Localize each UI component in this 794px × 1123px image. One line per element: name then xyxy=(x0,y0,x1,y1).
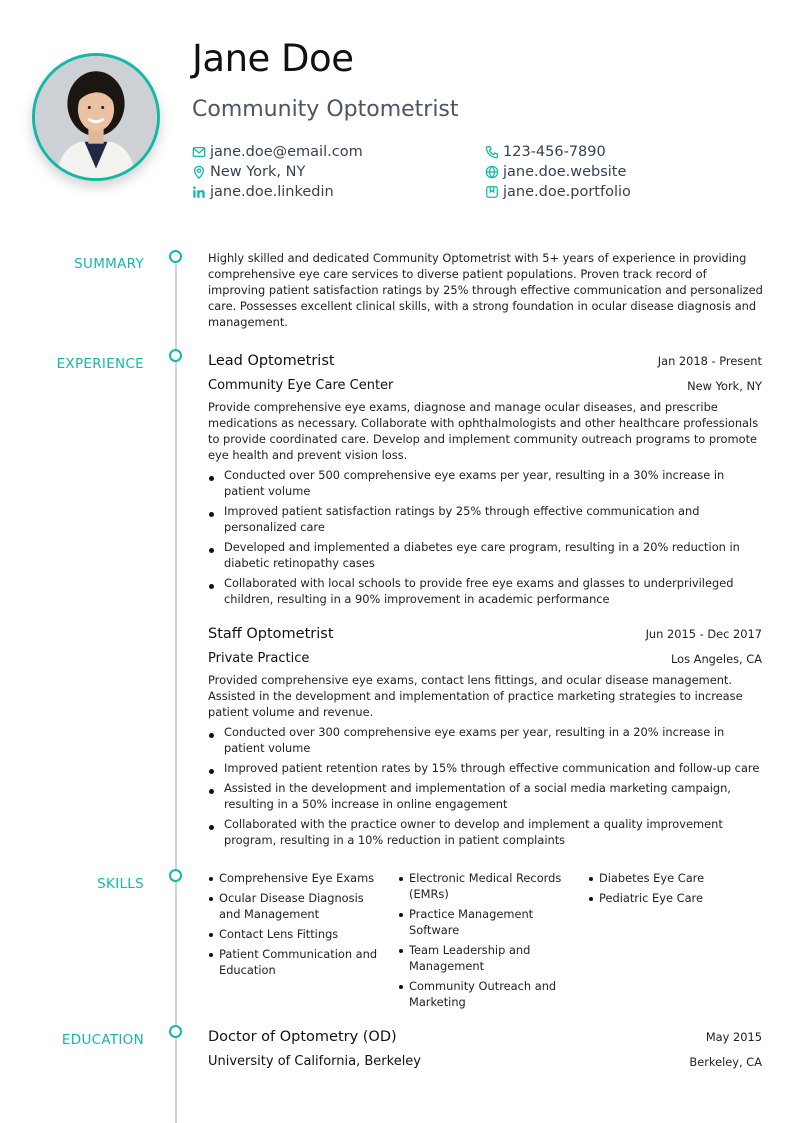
section-label-skills: SKILLS xyxy=(97,876,144,892)
job-location: New York, NY xyxy=(687,379,762,393)
timeline-line xyxy=(175,262,177,1123)
contact-portfolio[interactable] xyxy=(485,182,631,202)
skill-item: Ocular Disease Diagnosis and Management xyxy=(208,890,380,922)
portrait-illustration xyxy=(35,56,157,178)
list-item: Improved patient retention rates by 15% through effective communication and follow-up care xyxy=(208,760,763,776)
skill-item: Diabetes Eye Care xyxy=(588,870,762,886)
job-dates: Jan 2018 - Present xyxy=(657,354,762,368)
job-description: Provided comprehensive eye exams, contact lens fittings, and ocular disease management. Assisted in the development and implementation of practice marketing strategies to increase patient volume and revenue. xyxy=(208,673,743,719)
email-text: jane.doe@email.com xyxy=(210,144,363,160)
job-description: Provide comprehensive eye exams, diagnose and manage ocular diseases, and prescribe medications as necessary. Collaborate with ophthalmologists and other healthcare professionals to provide coordinated care. Develop and implement community outreach programs to promote eye health and prevent vision loss. xyxy=(208,400,759,462)
timeline-dot-skills xyxy=(169,869,182,882)
portfolio-text: jane.doe.portfolio xyxy=(503,184,631,200)
list-item: Improved patient satisfaction ratings by 25% through effective communication and personalized care xyxy=(208,503,763,535)
location-text: New York, NY xyxy=(210,164,306,180)
website-text: jane.doe.website xyxy=(503,164,627,180)
job-company: Community Eye Care Center xyxy=(208,378,394,393)
skill-item: Contact Lens Fittings xyxy=(208,926,380,942)
section-label-summary: SUMMARY xyxy=(74,256,144,272)
phone-text: 123-456-7890 xyxy=(503,144,606,160)
contact-email[interactable] xyxy=(192,142,363,162)
timeline-dot-experience xyxy=(169,349,182,362)
contact-linkedin[interactable] xyxy=(192,182,334,202)
skill-item: Community Outreach and Marketing xyxy=(398,978,573,1010)
summary-text: Highly skilled and dedicated Community Optometrist with 5+ years of experience in providing comprehensive eye care services to diverse patient populations. Proven track record of improving patient satisfaction ratings by 25% through effective communication and personalized care. Possesses excellent clinical skills, with a strong foundation in ocular disease diagnosis and management. xyxy=(208,251,763,329)
timeline-dot-summary xyxy=(169,250,182,263)
skills-column-1 xyxy=(208,870,380,982)
job-role: Staff Optometrist xyxy=(208,626,334,642)
timeline-dot-education xyxy=(169,1025,182,1038)
education-date: May 2015 xyxy=(705,1030,762,1044)
map-pin-icon xyxy=(192,165,206,179)
list-item: Collaborated with the practice owner to develop and implement a quality improvement program, resulting in a 10% reduction in patient complaints xyxy=(208,816,763,848)
profile-photo xyxy=(32,53,160,181)
candidate-name: Jane Doe xyxy=(192,37,354,80)
skill-item: Practice Management Software xyxy=(398,906,573,938)
skill-item: Comprehensive Eye Exams xyxy=(208,870,380,886)
job-company: Private Practice xyxy=(208,651,310,666)
skill-item: Team Leadership and Management xyxy=(398,942,573,974)
contact-location xyxy=(192,162,305,182)
education-degree: Doctor of Optometry (OD) xyxy=(208,1029,397,1045)
globe-icon xyxy=(485,165,499,179)
skills-column-2 xyxy=(398,870,573,1014)
contact-phone[interactable] xyxy=(485,142,606,162)
linkedin-text: jane.doe.linkedin xyxy=(210,184,334,200)
section-label-education: EDUCATION xyxy=(61,1032,144,1048)
phone-icon xyxy=(485,145,499,159)
job-achievements xyxy=(208,724,763,852)
mail-icon xyxy=(192,145,206,159)
skill-item: Electronic Medical Records (EMRs) xyxy=(398,870,573,902)
portfolio-icon xyxy=(485,185,499,199)
list-item: Assisted in the development and implementation of a social media marketing campaign, resulting in a 50% increase in online engagement xyxy=(208,780,763,812)
job-role: Lead Optometrist xyxy=(208,353,335,369)
list-item: Developed and implemented a diabetes eye care program, resulting in a 20% reduction in diabetic retinopathy cases xyxy=(208,539,763,571)
contact-website[interactable] xyxy=(485,162,626,182)
list-item: Conducted over 300 comprehensive eye exams per year, resulting in a 20% increase in patient volume xyxy=(208,724,763,756)
linkedin-icon xyxy=(192,185,206,199)
education-location: Berkeley, CA xyxy=(689,1055,762,1069)
education-school: University of California, Berkeley xyxy=(208,1054,421,1069)
skill-item: Patient Communication and Education xyxy=(208,946,380,978)
section-label-experience: EXPERIENCE xyxy=(56,356,144,372)
skills-column-3 xyxy=(588,870,762,910)
job-location: Los Angeles, CA xyxy=(670,652,762,666)
list-item: Conducted over 500 comprehensive eye exams per year, resulting in a 30% increase in patient volume xyxy=(208,467,763,499)
list-item: Collaborated with local schools to provide free eye exams and glasses to underprivileged children, resulting in a 90% improvement in academic performance xyxy=(208,575,763,607)
skill-item: Pediatric Eye Care xyxy=(588,890,762,906)
job-dates: Jun 2015 - Dec 2017 xyxy=(645,627,762,641)
job-achievements xyxy=(208,467,763,611)
job-title: Community Optometrist xyxy=(192,97,459,122)
